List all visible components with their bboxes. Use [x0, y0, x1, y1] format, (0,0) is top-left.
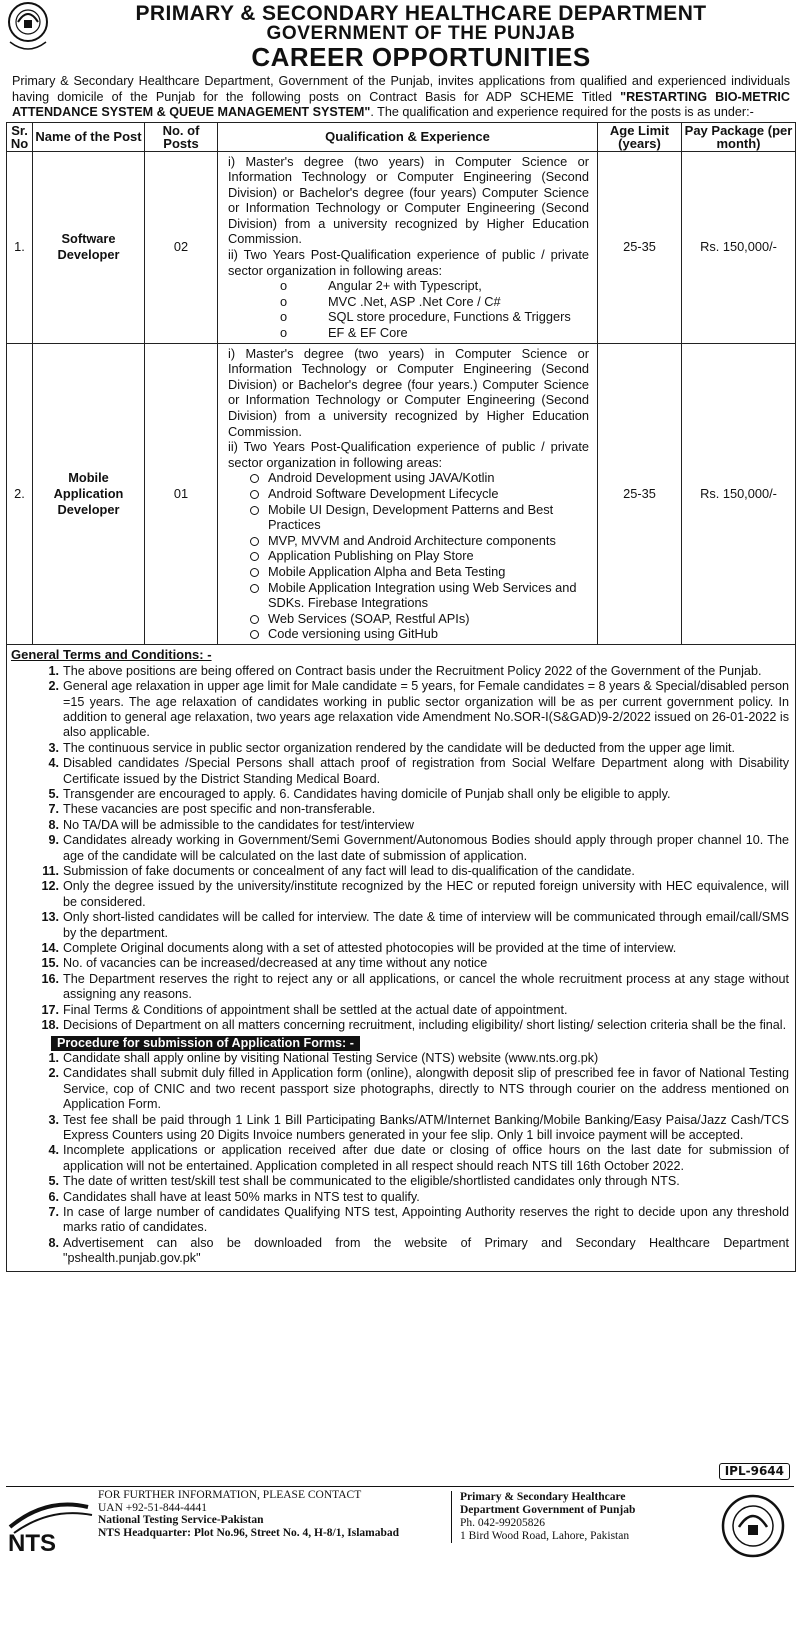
- list-item: [11, 741, 789, 756]
- item-number: 7.: [48, 802, 59, 817]
- item-text: General age relaxation in upper age limit for Male candidate = 5 years, for Female candidates = 8 years & Special/disabled person =15 years. The age relaxation of candidates working in public sector organization will be as per current government policy. In addition to general age relaxation, two years age relaxation vide Amendment No.SOR-I(S&GAD)9-2/2022 issued on 26-01-2022 is also applicable.: [63, 679, 789, 740]
- department-line: Ph. 042-99205826: [460, 1517, 545, 1529]
- list-item: [11, 879, 789, 910]
- table-row: [7, 343, 796, 644]
- item-number: 2.: [48, 679, 59, 694]
- row-post-name: Mobile Application Developer: [33, 343, 145, 644]
- item-text: The Department reserves the right to reject any or all applications, or cancel the whole recruitment process at any stage without assigning any reasons.: [63, 971, 789, 1002]
- row-posts: 02: [145, 151, 218, 343]
- list-item: [11, 756, 789, 787]
- item-number: 2.: [48, 1066, 59, 1081]
- list-item: [11, 833, 789, 864]
- list-item: [11, 1003, 789, 1018]
- department-line: Primary & Secondary Healthcare: [460, 1491, 626, 1503]
- list-item: Android Development using JAVA/Kotlin: [228, 470, 589, 486]
- item-number: 9.: [48, 833, 59, 848]
- row-qualification: [218, 151, 598, 343]
- list-item: [11, 1190, 789, 1205]
- list-item: [11, 1205, 789, 1236]
- department-line: Department Government of Punjab: [460, 1504, 636, 1516]
- terms-section: [6, 645, 796, 1272]
- item-number: 15.: [41, 956, 59, 971]
- header: [6, 4, 796, 42]
- list-item: [11, 1018, 789, 1033]
- col-header-qualification: Qualification & Experience: [218, 122, 598, 151]
- item-number: 11.: [42, 864, 59, 879]
- government-title: GOVERNMENT OF THE PUNJAB: [266, 23, 576, 44]
- list-item: [11, 1051, 789, 1066]
- row-posts: 01: [145, 343, 218, 644]
- item-text: Candidates already working in Government/Semi Government/Autonomous Bodies should apply through proper channel 10. The age of the candidate will be calculated on the last date of submission of application.: [63, 833, 789, 863]
- col-header-age: Age Limit (years): [598, 122, 682, 151]
- punjab-government-logo-icon: [718, 1491, 788, 1561]
- list-item: MVP, MVVM and Android Architecture components: [228, 533, 589, 549]
- item-text: Advertisement can also be downloaded from the website of Primary and Secondary Healthcare Department "pshealth.punjab.gov.pk": [63, 1235, 789, 1266]
- list-item: [11, 802, 789, 817]
- contact-info: [98, 1489, 399, 1539]
- contact-line: NTS Headquarter: Plot No.96, Street No. 4, H-8/1, Islamabad: [98, 1526, 400, 1539]
- item-text: These vacancies are post specific and non-transferable.: [63, 802, 376, 817]
- item-text: Transgender are encouraged to apply. 6. Candidates having domicile of Punjab shall only be eligible to apply.: [63, 787, 671, 802]
- item-number: 1.: [48, 1050, 59, 1065]
- item-number: 6.: [48, 1189, 59, 1204]
- row-sr: 1.: [7, 151, 33, 343]
- item-text: Submission of fake documents or concealment of any fact will lead to dis-qualification of the candidate.: [63, 864, 635, 879]
- item-number: 1.: [48, 663, 59, 678]
- item-text: No. of vacancies can be increased/decreased at any time without any notice: [63, 956, 488, 971]
- col-header-sr: Sr. No: [7, 122, 33, 151]
- list-item: [11, 864, 789, 879]
- row-age-limit: 25-35: [598, 151, 682, 343]
- list-item: [11, 1236, 789, 1267]
- intro-paragraph: Primary & Secondary Healthcare Department, Government of the Punjab, invites applications from qualified and experienced individuals having domicile of the Punjab for the following posts on Contract Basis for ADP SCHEME Titled "RESTARTING BIO-METRIC ATTENDANCE SYSTEM & QUEUE MANAGEMENT SYSTEM". The qualification and experience required for the posts is as under:-: [12, 74, 790, 119]
- list-item: [11, 972, 789, 1003]
- list-item: [11, 956, 789, 971]
- footer: [6, 1486, 794, 1564]
- col-header-pay: Pay Package (per month): [682, 122, 796, 151]
- list-item: [11, 1174, 789, 1189]
- row-sr: 2.: [7, 343, 33, 644]
- item-number: 12.: [41, 879, 59, 894]
- ipl-reference-badge: IPL-9644: [719, 1463, 790, 1480]
- terms-list: [11, 664, 789, 1034]
- list-item: o Angular 2+ with Typescript,: [228, 278, 589, 294]
- row-age-limit: 25-35: [598, 343, 682, 644]
- item-text: The above positions are being offered on Contract basis under the Recruitment Policy 2022 of the Government of the Punjab.: [63, 663, 762, 678]
- procedure-heading: [11, 1035, 789, 1051]
- list-item: [11, 1066, 789, 1112]
- item-text: Candidates shall submit duly filled in Application form (online), alongwith deposit slip of prescribed fee in favor of National Testing Service, cop of CNIC and two recent passport size photographs, directly to NTS through courier on the address mentioned on Application Form.: [63, 1066, 789, 1112]
- item-number: 16.: [41, 971, 59, 986]
- list-item: Android Software Development Lifecycle: [228, 486, 589, 502]
- item-number: 4.: [48, 756, 59, 771]
- row-qualification: [218, 343, 598, 644]
- item-text: No TA/DA will be admissible to the candidates for test/interview: [63, 817, 414, 832]
- col-header-posts: No. of Posts: [145, 122, 218, 151]
- item-number: 5.: [48, 1174, 59, 1189]
- row-pay-package: Rs. 150,000/-: [682, 343, 796, 644]
- terms-title: General Terms and Conditions: -: [11, 646, 212, 662]
- table-row: [7, 151, 796, 343]
- list-item: [11, 787, 789, 802]
- item-number: 8.: [48, 1235, 59, 1250]
- qualification-experience: ii) Two Years Post-Qualification experience of public / private sector organization in following areas:: [228, 439, 589, 470]
- row-post-name: Software Developer: [33, 151, 145, 343]
- page-title: CAREER OPPORTUNITIES: [251, 42, 591, 72]
- procedure-list: [11, 1051, 789, 1267]
- qualification-degree: i) Master's degree (two years) in Computer Science or Information Technology or Computer Engineering (Second Division) or Bachelor's degree (four years) Computer Science or Information Technology or Computer Engineering (Second Division) from a university recognized by Higher Education Commission.: [228, 153, 589, 247]
- list-item: [11, 679, 789, 741]
- item-number: 7.: [48, 1204, 59, 1219]
- nts-mark-text: NTS: [8, 1530, 56, 1553]
- list-item: Mobile UI Design, Development Patterns and Best Practices: [228, 502, 589, 533]
- contact-line: FOR FURTHER INFORMATION, PLEASE CONTACT: [98, 1489, 362, 1501]
- list-item: Mobile Application Alpha and Beta Testing: [228, 564, 589, 580]
- item-number: 18.: [41, 1018, 59, 1033]
- procedure-title: Procedure for submission of Application Forms: -: [51, 1036, 360, 1051]
- item-text: Only the degree issued by the university/institute recognized by the HEC or reputed foreign university with HEC equivalence, will be considered.: [63, 879, 789, 909]
- list-item: [11, 818, 789, 833]
- list-item: Mobile Application Integration using Web Services and SDKs. Firebase Integrations: [228, 580, 589, 611]
- list-item: o EF & EF Core: [228, 325, 589, 341]
- list-item: [11, 941, 789, 956]
- experience-areas-list: [228, 470, 589, 642]
- department-title: PRIMARY & SECONDARY HEALTHCARE DEPARTMENT: [135, 2, 707, 25]
- list-item: [11, 1143, 789, 1174]
- item-text: Final Terms & Conditions of appointment shall be settled at the actual date of appointment.: [63, 1002, 568, 1017]
- item-number: 13.: [41, 910, 59, 925]
- item-number: 8.: [48, 817, 59, 832]
- item-text: In case of large number of candidates Qualifying NTS test, Appointing Authority reserves the right to decide upon any threshold marks ratio of candidates.: [63, 1204, 789, 1235]
- list-item: Application Publishing on Play Store: [228, 548, 589, 564]
- item-number: 14.: [41, 941, 59, 956]
- nts-logo-icon: [6, 1493, 106, 1553]
- experience-areas-list: [228, 278, 589, 340]
- item-text: Candidate shall apply online by visiting National Testing Service (NTS) website (www.nts.org.pk): [63, 1050, 599, 1065]
- item-text: The continuous service in public sector organization rendered by the candidate will be deducted from the upper age limit.: [63, 740, 736, 755]
- qualification-experience: ii) Two Years Post-Qualification experience of public / private sector organization in following areas:: [228, 247, 589, 278]
- list-item: [11, 664, 789, 679]
- list-item: Web Services (SOAP, Restful APIs): [228, 611, 589, 627]
- contact-line: UAN +92-51-844-4441: [98, 1501, 208, 1514]
- item-text: Complete Original documents along with a set of attested photocopies will be provided at the time of interview.: [63, 941, 677, 956]
- item-number: 5.: [48, 787, 59, 802]
- posts-table: [6, 122, 796, 645]
- item-text: Only short-listed candidates will be called for interview. The date & time of interview will be communicated through email/call/SMS by the department.: [63, 910, 789, 940]
- table-header-row: [7, 122, 796, 151]
- item-text: Test fee shall be paid through 1 Link 1 Bill Participating Banks/ATM/Internet Banking/Mobile Banking/Easy Paisa/Jazz Cash/TCS Express Counters using 20 Digits Invoice numbers generated in your fee slip. Only 1 bill invoice payment will be accepted.: [63, 1112, 789, 1142]
- list-item: [11, 910, 789, 941]
- list-item: o SQL store procedure, Functions & Triggers: [228, 309, 589, 325]
- contact-line: National Testing Service-Pakistan: [98, 1514, 264, 1527]
- list-item: [11, 1113, 789, 1144]
- item-text: Disabled candidates /Special Persons shall attach proof of registration from Social Welfare Department along with Disability Certificate issued by the District Standing Medical Board.: [63, 756, 789, 786]
- item-text: Incomplete applications or application received after due date or closing of office hours on the last date for submission of application will not be entertained. Application completed in all respect should reach NTS till 16th October 2022.: [63, 1143, 789, 1173]
- item-number: 3.: [48, 1112, 59, 1127]
- item-number: 17.: [41, 1002, 59, 1017]
- item-text: Candidates shall have at least 50% marks in NTS test to qualify.: [63, 1189, 420, 1204]
- list-item: Code versioning using GitHub: [228, 626, 589, 642]
- item-text: The date of written test/skill test shall be communicated to the eligible/shortlisted candidates only through NTS.: [63, 1174, 680, 1189]
- list-item: o MVC .Net, ASP .Net Core / C#: [228, 294, 589, 310]
- department-info: [451, 1491, 661, 1543]
- row-pay-package: Rs. 150,000/-: [682, 151, 796, 343]
- qualification-degree: i) Master's degree (two years) in Computer Science or Information Technology or Computer Engineering (Second Division) or Bachelor's degree (four years.) Computer Science or Information Technology or Computer Engineering (Second Division) from a university recognized by Higher Education Commission.: [228, 345, 589, 439]
- item-number: 3.: [48, 740, 59, 755]
- col-header-name: Name of the Post: [33, 122, 145, 151]
- item-text: Decisions of Department on all matters concerning recruitment, including eligibility/ short listing/ selection criteria shall be the final.: [63, 1018, 787, 1033]
- department-line: 1 Bird Wood Road, Lahore, Pakistan: [460, 1530, 630, 1542]
- item-number: 4.: [48, 1143, 59, 1158]
